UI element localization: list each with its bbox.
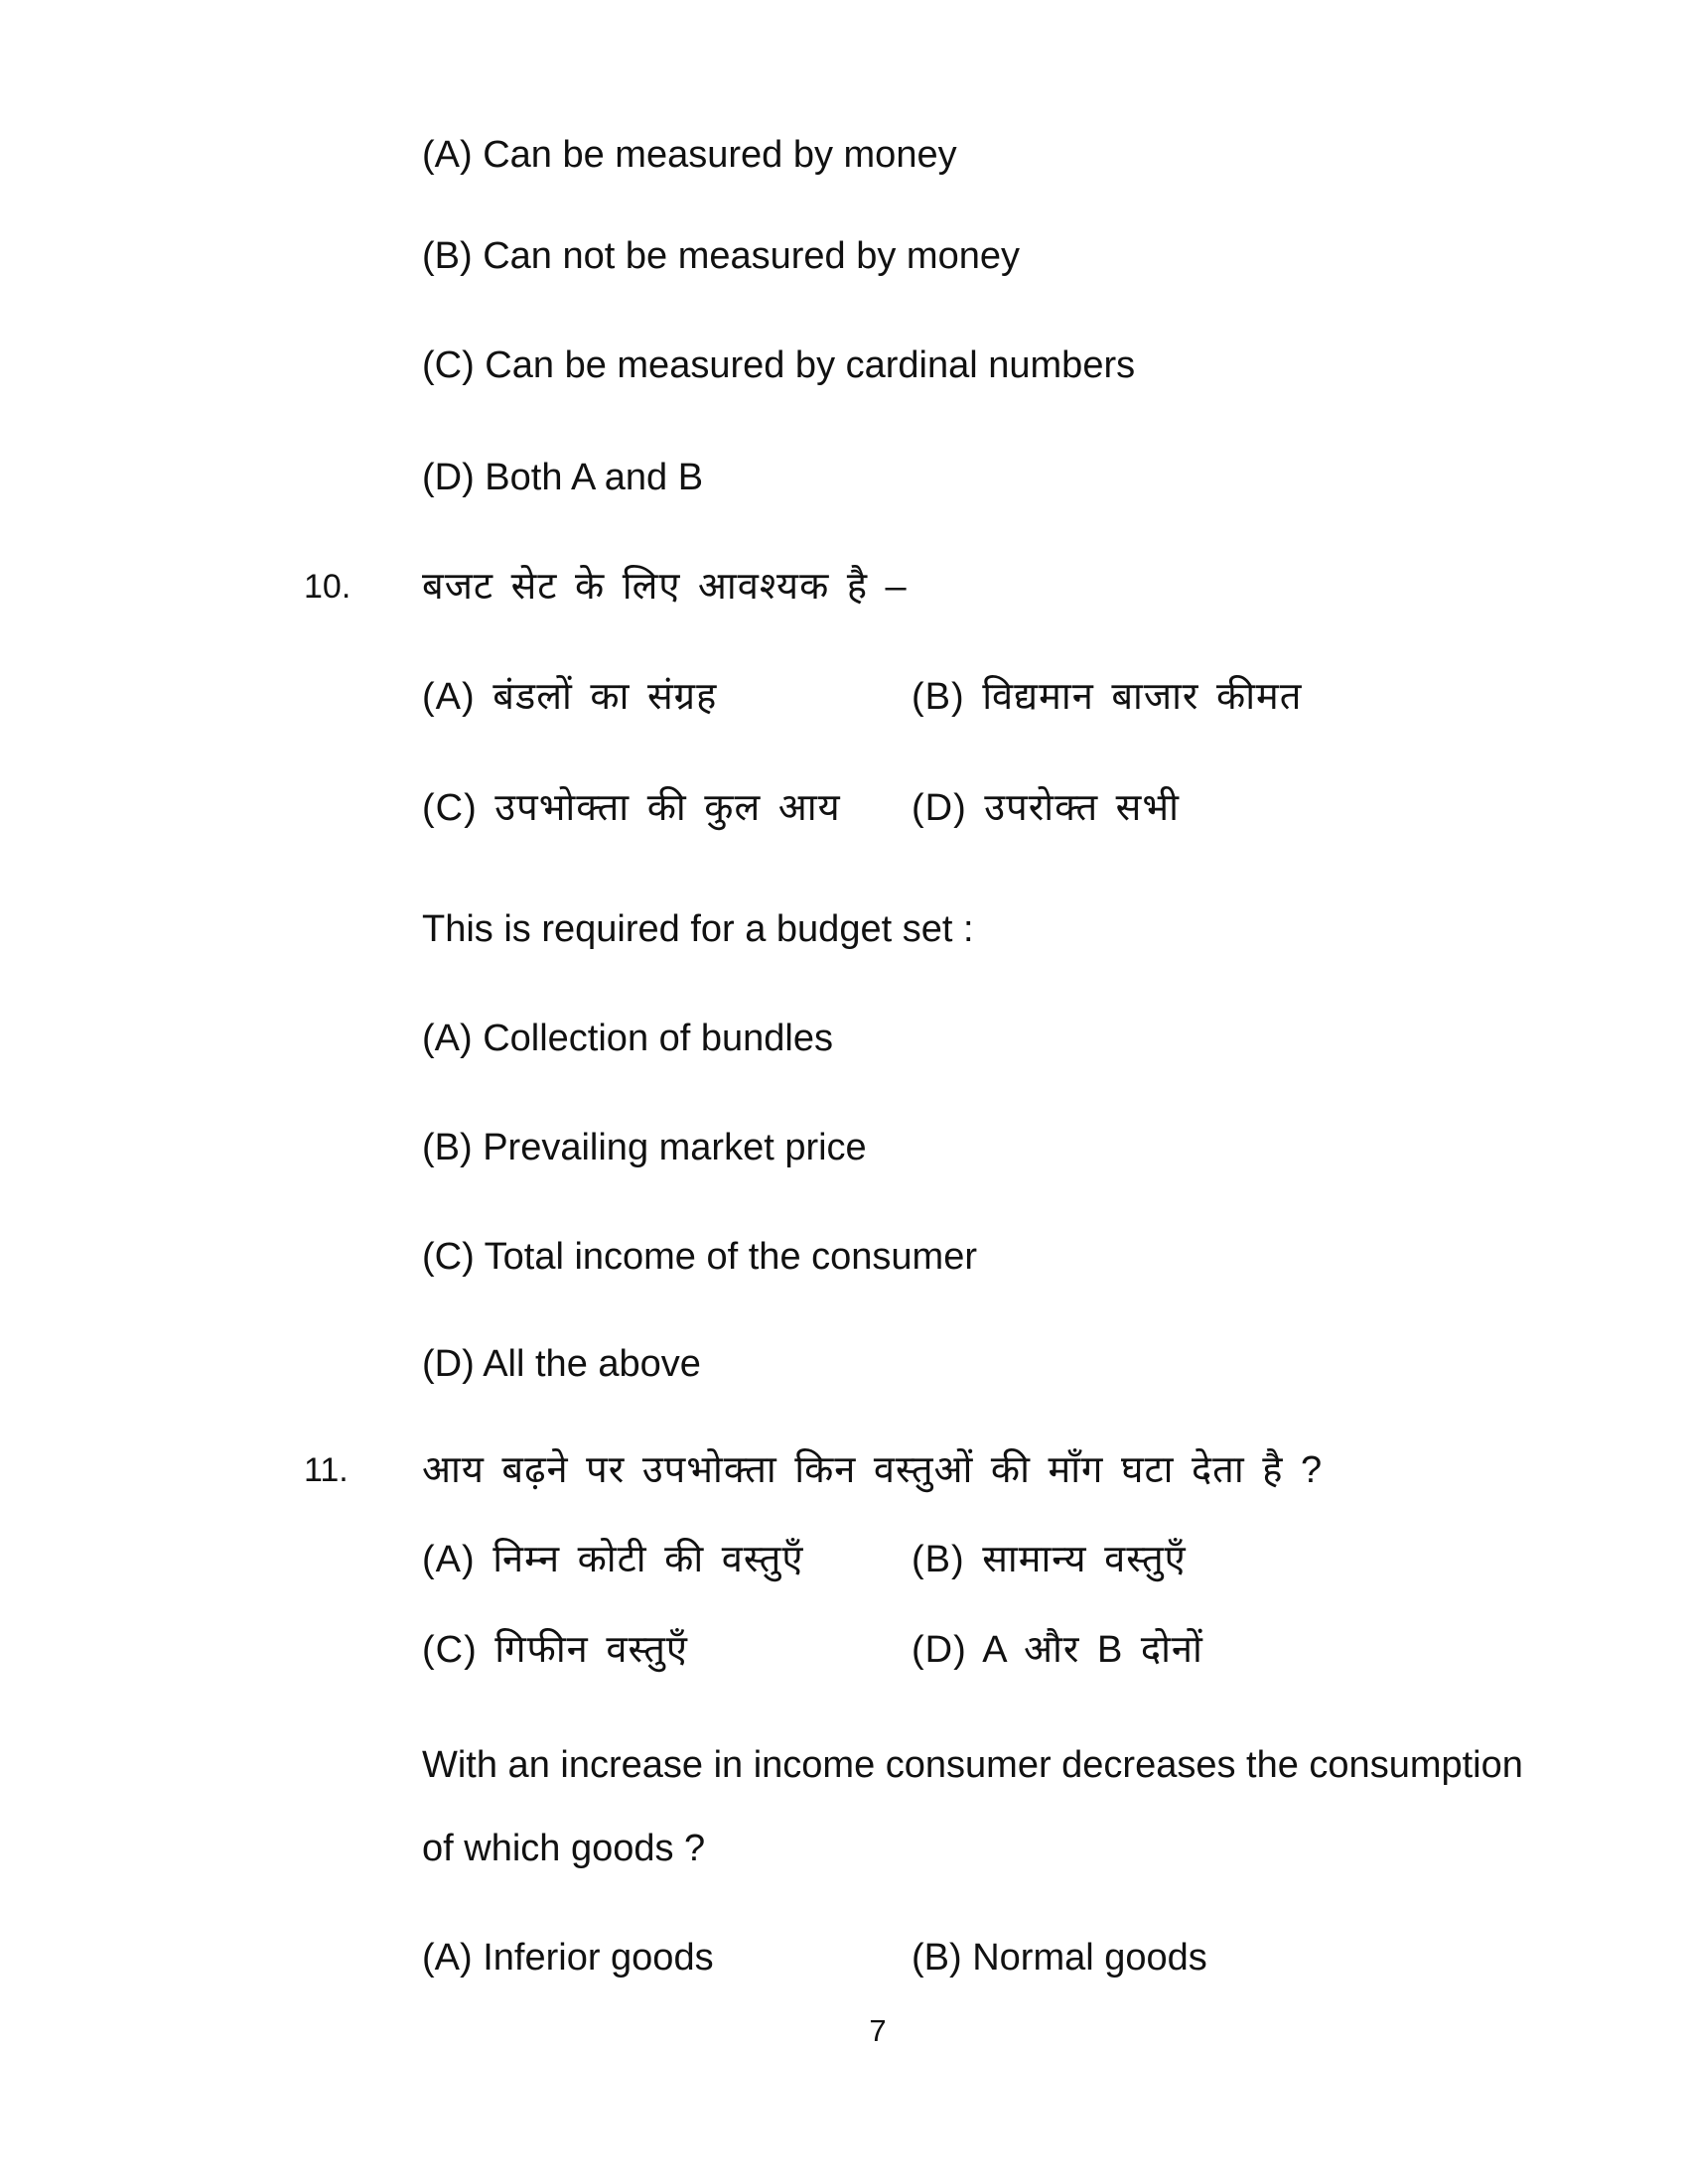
question-11-options-hindi-row-1 [0,1534,1688,1585]
question-11-text-english-line-2 [0,1823,1688,1874]
prev-option-a: (A) Can be measured by money [422,134,957,176]
q10-option-c-english: (C) Total income of the consumer [422,1236,977,1278]
question-10-options-hindi-row-1 [0,671,1688,723]
question-10-option-row [0,1231,1688,1283]
prev-option-c: (C) Can be measured by cardinal numbers [422,344,1136,386]
q10-option-a-english: (A) Collection of bundles [422,1018,833,1059]
question-11-options-hindi-row-2 [0,1624,1688,1676]
question-10-english: This is required for a budget set : [422,908,974,950]
q11-option-b-hindi: (B) सामान्य वस्तुएँ [912,1539,1187,1580]
q10-option-d-english: (D) All the above [422,1343,701,1385]
page-number: 7 [869,2013,887,2048]
question-10-option-row [0,1338,1688,1390]
q11-option-a-english: (A) Inferior goods [422,1937,714,1979]
prev-option-d: (D) Both A and B [422,457,704,498]
question-10-options-hindi-row-2 [0,782,1688,834]
question-11-text-english-line-1 [0,1739,1688,1791]
question-10-text-hindi: बजट सेट के लिए आवश्यक है – [422,566,908,608]
prev-option-b: (B) Can not be measured by money [422,235,1020,277]
question-10-option-row [0,1122,1688,1173]
q11-option-d-hindi: (D) A और B दोनों [912,1629,1203,1671]
question-11-heading [0,1444,1688,1496]
question-11-english-line-1: With an increase in income consumer decreases the consumption [422,1744,1523,1786]
question-11-options-english-row [0,1932,1688,1983]
q10-option-b-english: (B) Prevailing market price [422,1127,867,1168]
prev-question-option-row [0,452,1688,503]
prev-question-option-row [0,230,1688,282]
q10-option-a-hindi: (A) बंडलों का संग्रह [422,676,718,718]
q10-option-d-hindi: (D) उपरोक्त सभी [912,787,1180,829]
question-11-number: 11. [304,1451,349,1489]
question-10-heading [0,561,1688,613]
question-10-number: 10. [304,568,352,606]
question-11-english-line-2: of which goods ? [422,1828,706,1869]
q10-option-c-hindi: (C) उपभोक्ता की कुल आय [422,787,841,829]
q10-option-b-hindi: (B) विद्यमान बाजार कीमत [912,676,1303,718]
question-11-text-hindi: आय बढ़ने पर उपभोक्ता किन वस्तुओं की माँग घटा देता है ? [422,1449,1324,1491]
prev-question-option-row [0,340,1688,391]
q11-option-b-english: (B) Normal goods [912,1937,1207,1979]
q11-option-a-hindi: (A) निम्न कोटी की वस्तुएँ [422,1539,804,1580]
question-10-text-english [0,903,1688,955]
prev-question-option-row [0,129,1688,181]
q11-option-c-hindi: (C) गिफीन वस्तुएँ [422,1629,688,1671]
question-10-option-row [0,1013,1688,1064]
